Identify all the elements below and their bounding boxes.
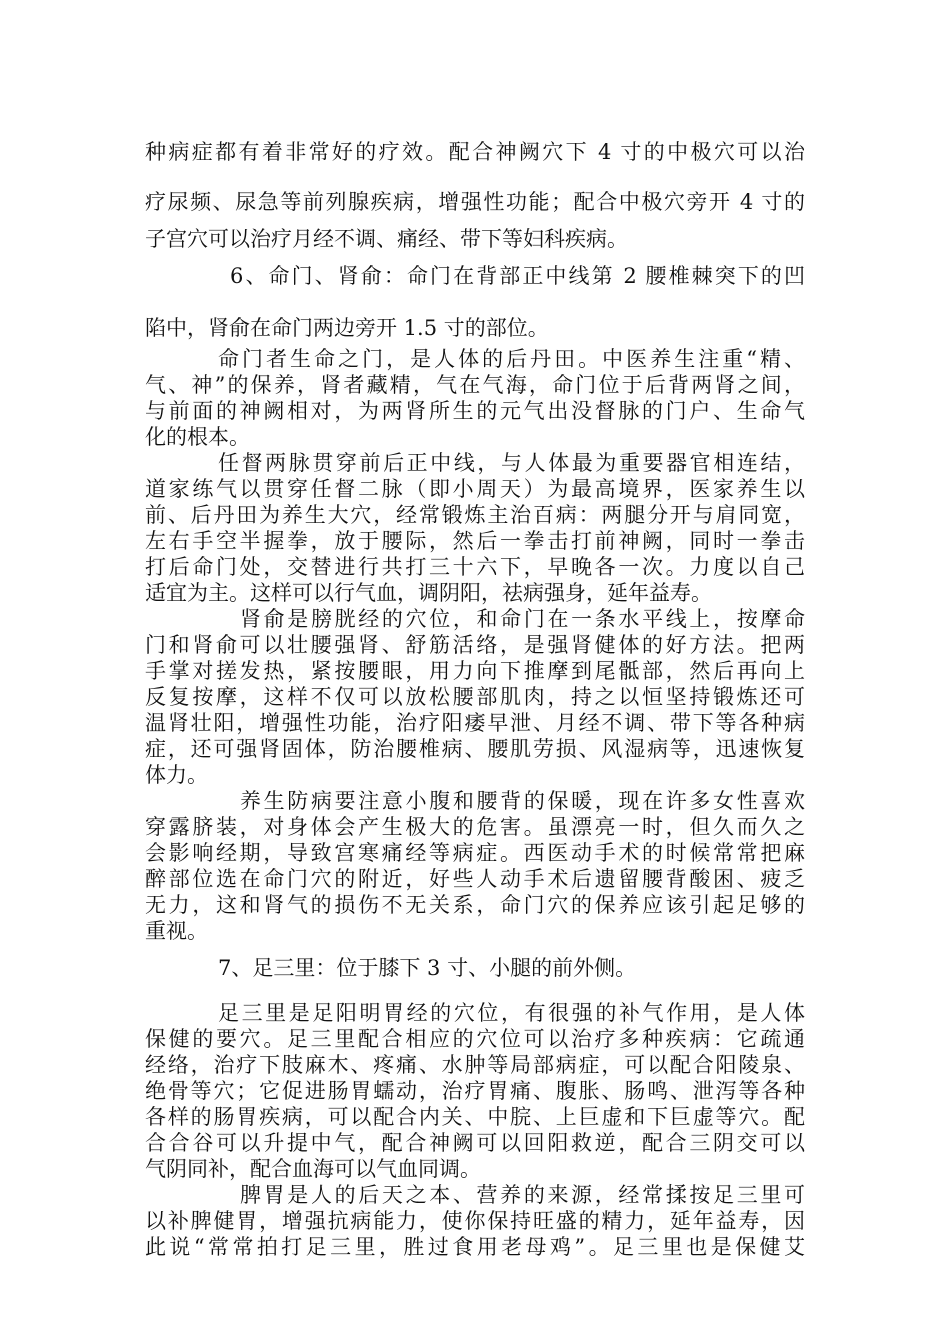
text-line: 种病症都有着非常好的疗效。配合神阙穴下 4 寸的中极穴可以治	[145, 140, 805, 164]
paragraph-line: 醉部位选在命门穴的附近，好些人动手术后遗留腰背酸困、疲乏	[145, 867, 805, 891]
paragraph-line: 各样的肠胃疾病，可以配合内关、中脘、上巨虚和下巨虚等穴。配	[145, 1105, 805, 1129]
paragraph-line: 无力，这和肾气的损伤不无关系，命门穴的保养应该引起足够的	[145, 893, 805, 917]
paragraph-line: 反复按摩，这样不仅可以放松腰部肌肉，持之以恒坚持锻炼还可	[145, 685, 805, 709]
paragraph-line: 气阴同补，配合血海可以气血同调。	[145, 1157, 481, 1181]
paragraph-line: 体力。	[145, 763, 208, 787]
paragraph-line: 穿露脐装，对身体会产生极大的危害。虽漂亮一时，但久而久之	[145, 815, 805, 839]
paragraph-line: 绝骨等穴；它促进肠胃蠕动，治疗胃痛、腹胀、肠鸣、泄泻等各种	[145, 1079, 805, 1103]
paragraph-line: 养生防病要注意小腹和腰背的保暖，现在许多女性喜欢	[240, 789, 805, 813]
paragraph-line: 重视。	[145, 919, 208, 943]
text-line: 疗尿频、尿急等前列腺疾病，增强性功能；配合中极穴旁开 4 寸的	[145, 190, 805, 214]
paragraph-line: 任督两脉贯穿前后正中线，与人体最为重要器官相连结，	[218, 451, 805, 475]
paragraph-line: 命门者生命之门，是人体的后丹田。中医养生注重“精、	[218, 347, 805, 371]
paragraph-line: 前、后丹田为养生大穴，经常锻炼主治百病：两腿分开与肩同宽，	[145, 503, 805, 527]
paragraph-line: 此说“常常拍打足三里，胜过食用老母鸡”。足三里也是保健艾	[145, 1235, 805, 1259]
paragraph-line: 温肾壮阳，增强性功能，治疗阳痿早泄、月经不调、带下等各种病	[145, 711, 805, 735]
paragraph-line: 症，还可强肾固体，防治腰椎病、腰肌劳损、风湿病等，迅速恢复	[145, 737, 805, 761]
paragraph-line: 手掌对搓发热，紧按腰眼，用力向下推摩到尾骶部，然后再向上	[145, 659, 805, 683]
paragraph-line: 经络，治疗下肢麻木、疼痛、水肿等局部病症，可以配合阳陵泉、	[145, 1053, 805, 1077]
paragraph-line: 肾俞是膀胱经的穴位，和命门在一条水平线上，按摩命	[240, 607, 805, 631]
paragraph-line: 与前面的神阙相对，为两肾所生的元气出没督脉的门户、生命气	[145, 399, 805, 423]
text-line: 子宫穴可以治疗月经不调、痛经、带下等妇科疾病。	[145, 227, 628, 251]
paragraph-line: 气、神”的保养，肾者藏精，气在气海，命门位于后背两肾之间，	[145, 373, 805, 397]
paragraph-line: 合合谷可以升提中气，配合神阙可以回阳救逆，配合三阴交可以	[145, 1131, 805, 1155]
paragraph-line: 适宜为主。这样可以行气血，调阴阳，祛病强身，延年益寿。	[145, 581, 712, 605]
paragraph-line: 道家练气以贯穿任督二脉（即小周天）为最高境界，医家养生以	[145, 477, 805, 501]
paragraph-line: 保健的要穴。足三里配合相应的穴位可以治疗多种疾病：它疏通	[145, 1027, 805, 1051]
paragraph-line: 左右手空半握拳，放于腰际，然后一拳击打前神阙，同时一拳击	[145, 529, 805, 553]
paragraph-line: 以补脾健胃，增强抗病能力，使你保持旺盛的精力，延年益寿，因	[145, 1209, 805, 1233]
paragraph-line: 足三里是足阳明胃经的穴位，有很强的补气作用，是人体	[218, 1001, 805, 1025]
paragraph-line: 打后命门处，交替进行共打三十六下，早晚各一次。力度以自己	[145, 555, 805, 579]
paragraph-line: 脾胃是人的后天之本、营养的来源，经常揉按足三里可	[240, 1183, 805, 1207]
section-heading-cont: 陷中，肾俞在命门两边旁开 1.5 寸的部位。	[145, 316, 549, 340]
paragraph-line: 化的根本。	[145, 425, 250, 449]
paragraph-line: 门和肾俞可以壮腰强肾、舒筋活络，是强肾健体的好方法。把两	[145, 633, 805, 657]
paragraph-line: 会影响经期，导致宫寒痛经等病症。西医动手术的时候常常把麻	[145, 841, 805, 865]
section-heading: 7、足三里：位于膝下 3 寸、小腿的前外侧。	[218, 956, 637, 980]
section-heading: 6、命门、肾俞：命门在背部正中线第 2 腰椎棘突下的凹	[230, 264, 805, 288]
